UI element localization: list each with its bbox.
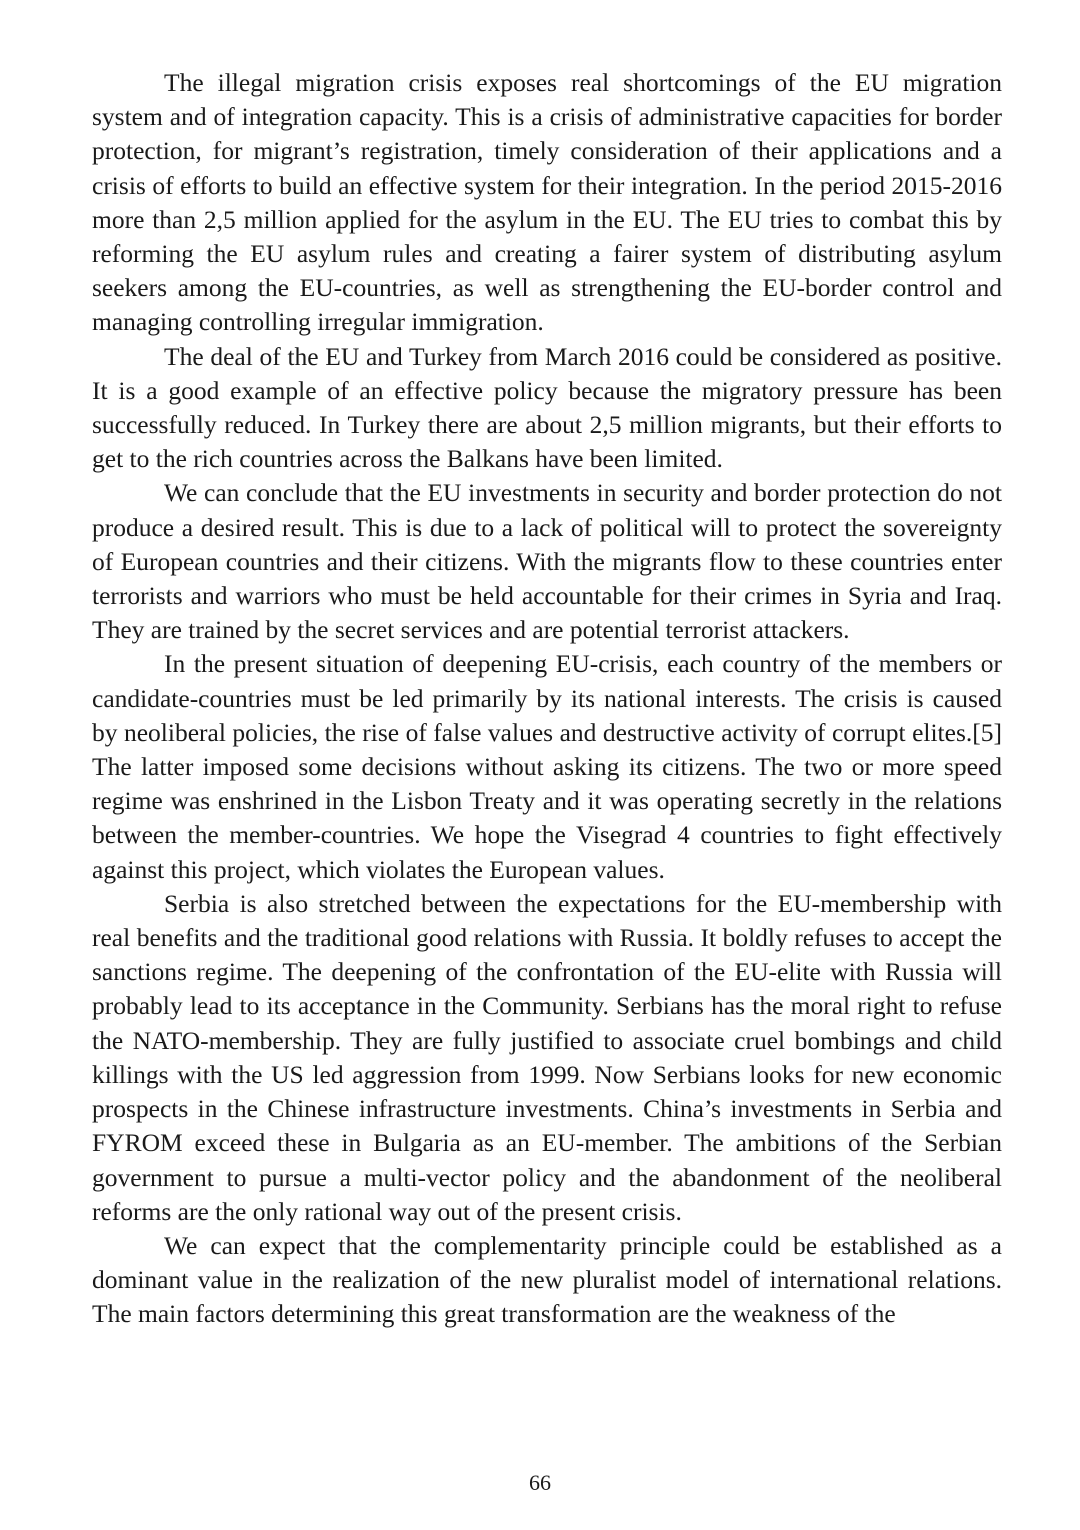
paragraph-migration-crisis: The illegal migration crisis exposes real shortcomings of the EU migration system and of integration capacity. This is a crisis of administrative capacities for border protection, for migrant’s registration, timely consideration of their applications and a crisis of efforts to build an effective system for their integration. In the period 2015-2016 more than 2,5 million applied for the asylum in the EU. The EU tries to combat this by reforming the EU asylum rules and creating a fairer system of distributing asylum seekers among the EU-countries, as well as strengthening the EU-border control and managing controlling irregular immigration.	[92, 68, 1002, 337]
page-body	[92, 66, 1002, 1332]
paragraph-security-investments: We can conclude that the EU investments in security and border protection do not produce a desired result. This is due to a lack of political will to protect the sovereignty of European countries and their citizens. With the migrants flow to these countries enter terrorists and warriors who must be held accountable for their crimes in Syria and Iraq. They are trained by the secret services and are potential terrorist attackers.	[92, 478, 1002, 645]
page-number: 66	[529, 1470, 551, 1495]
paragraph-complementarity: We can expect that the complementarity principle could be established as a dominant value in the realization of the new pluralist model of international relations. The main factors determining this great transformation are the weakness of the	[92, 1230, 1002, 1329]
paragraph-national-interests: In the present situation of deepening EU-crisis, each country of the members or candidate-countries must be led primarily by its national interests. The crisis is caused by neoliberal policies, the rise of false values and destructive activity of corrupt elites.[5] The latter imposed some decisions without asking its citizens. The two or more speed regime was enshrined in the Lisbon Treaty and it was operating secretly in the relations between the member-countries. We hope the Visegrad 4 countries to fight effectively against this project, which violates the European values.	[92, 649, 1002, 884]
paragraph-eu-turkey-deal: The deal of the EU and Turkey from March 2016 could be considered as positive. It is a good example of an effective policy because the migratory pressure has been successfully reduced. In Turkey there are about 2,5 million migrants, but their efforts to get to the rich countries across the Balkans have been limited.	[92, 341, 1002, 474]
paragraph-serbia: Serbia is also stretched between the expectations for the EU-membership with real benefits and the traditional good relations with Russia. It boldly refuses to accept the sanctions regime. The deepening of the confrontation of the EU-elite with Russia will probably lead to its acceptance in the Community. Serbians has the moral right to refuse the NATO-membership. They are fully justified to associate cruel bombings and child killings with the US led aggression from 1999. Now Serbians looks for new economic prospects in the Chinese infrastructure investments. China’s investments in Serbia and FYROM exceed these in Bulgaria as an EU-member. The ambitions of the Serbian government to pursue a multi-vector policy and the abandonment of the neoliberal reforms are the only rational way out of the present crisis.	[92, 888, 1002, 1226]
